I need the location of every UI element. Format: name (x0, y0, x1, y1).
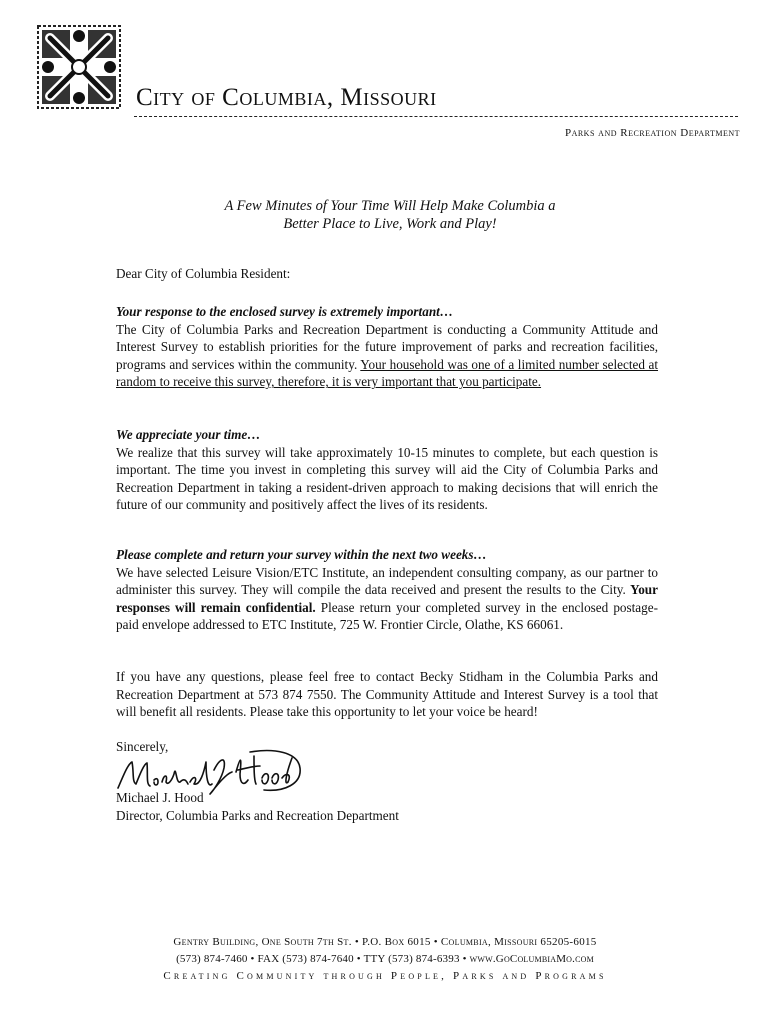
headline-line-2: Better Place to Live, Work and Play! (283, 216, 497, 232)
section-heading: We appreciate your time… (116, 427, 261, 442)
signer-title: Director, Columbia Parks and Recreation Department (116, 807, 399, 823)
headline (120, 197, 660, 233)
signer-name: Michael J. Hood (116, 790, 204, 805)
footer-address: Gentry Building, One South 7th St. • P.O. Box 6015 • Columbia, Missouri 65205-6015 (173, 936, 597, 948)
closing: Sincerely, (116, 739, 169, 754)
signer-block (116, 789, 399, 824)
section-text-bold: Your responses will remain confidential. (116, 582, 658, 615)
section-text-after: Please return your completed survey in the enclosed postage-paid envelope addressed to ETC Institute, 725 W. Frontier Circle, Olathe, KS 66061. (116, 599, 658, 633)
section-text: We realize that this survey will take approximately 10-15 minutes to complete, but each question is important. The time you invest in completing this survey will aid the City of Columbia Parks and Recreation Department in taking a resident-driven approach to making decisions that will enrich the future of our community and positively affect the lives of its residents. (116, 444, 658, 513)
section-return (116, 546, 658, 634)
department-name: Parks and Recreation Department (564, 127, 740, 139)
section-text (116, 564, 658, 634)
section-text (116, 321, 658, 391)
section-questions: If you have any questions, please feel free to contact Becky Stidham in the Columbia Parks and Recreation Department at 573 874 7550. The Community Attitude and Interest Survey is a tool that will benefit all residents. Please take this opportunity to let your voice be heard! (116, 669, 658, 720)
footer-tagline: Creating Community through People, Parks and Programs (163, 970, 607, 982)
salutation: Dear City of Columbia Resident: (116, 266, 291, 281)
section-appreciation (116, 426, 658, 514)
section-heading: Please complete and return your survey within the next two weeks… (116, 547, 487, 562)
city-name: City of Columbia, Missouri (136, 84, 437, 111)
headline-line-1: A Few Minutes of Your Time Will Help Make Columbia a (224, 198, 556, 214)
footer-phones: (573) 874-7460 • FAX (573) 874-7640 • TTY (573) 874-6393 • www.GoColumbiaMo.com (176, 953, 594, 965)
section-text-underlined: Your household was one of a limited number selected at random to receive this survey, therefore, it is very important that you participate. (116, 356, 659, 390)
section-importance (116, 303, 658, 391)
section-text-before: We have selected Leisure Vision/ETC Institute, an independent consulting company, as our partner to administer this survey. They will compile the data received and present the results to the City. (116, 564, 658, 598)
letterhead-rule (134, 116, 738, 117)
city-logo-icon (36, 24, 122, 110)
section-text-plain: The City of Columbia Parks and Recreation Department is conducting a Community Attitude and Interest Survey to establish priorities for the future improvement of parks and recreation facilities, programs and services within the community. (116, 321, 658, 372)
section-heading: Your response to the enclosed survey is extremely important… (116, 304, 454, 319)
